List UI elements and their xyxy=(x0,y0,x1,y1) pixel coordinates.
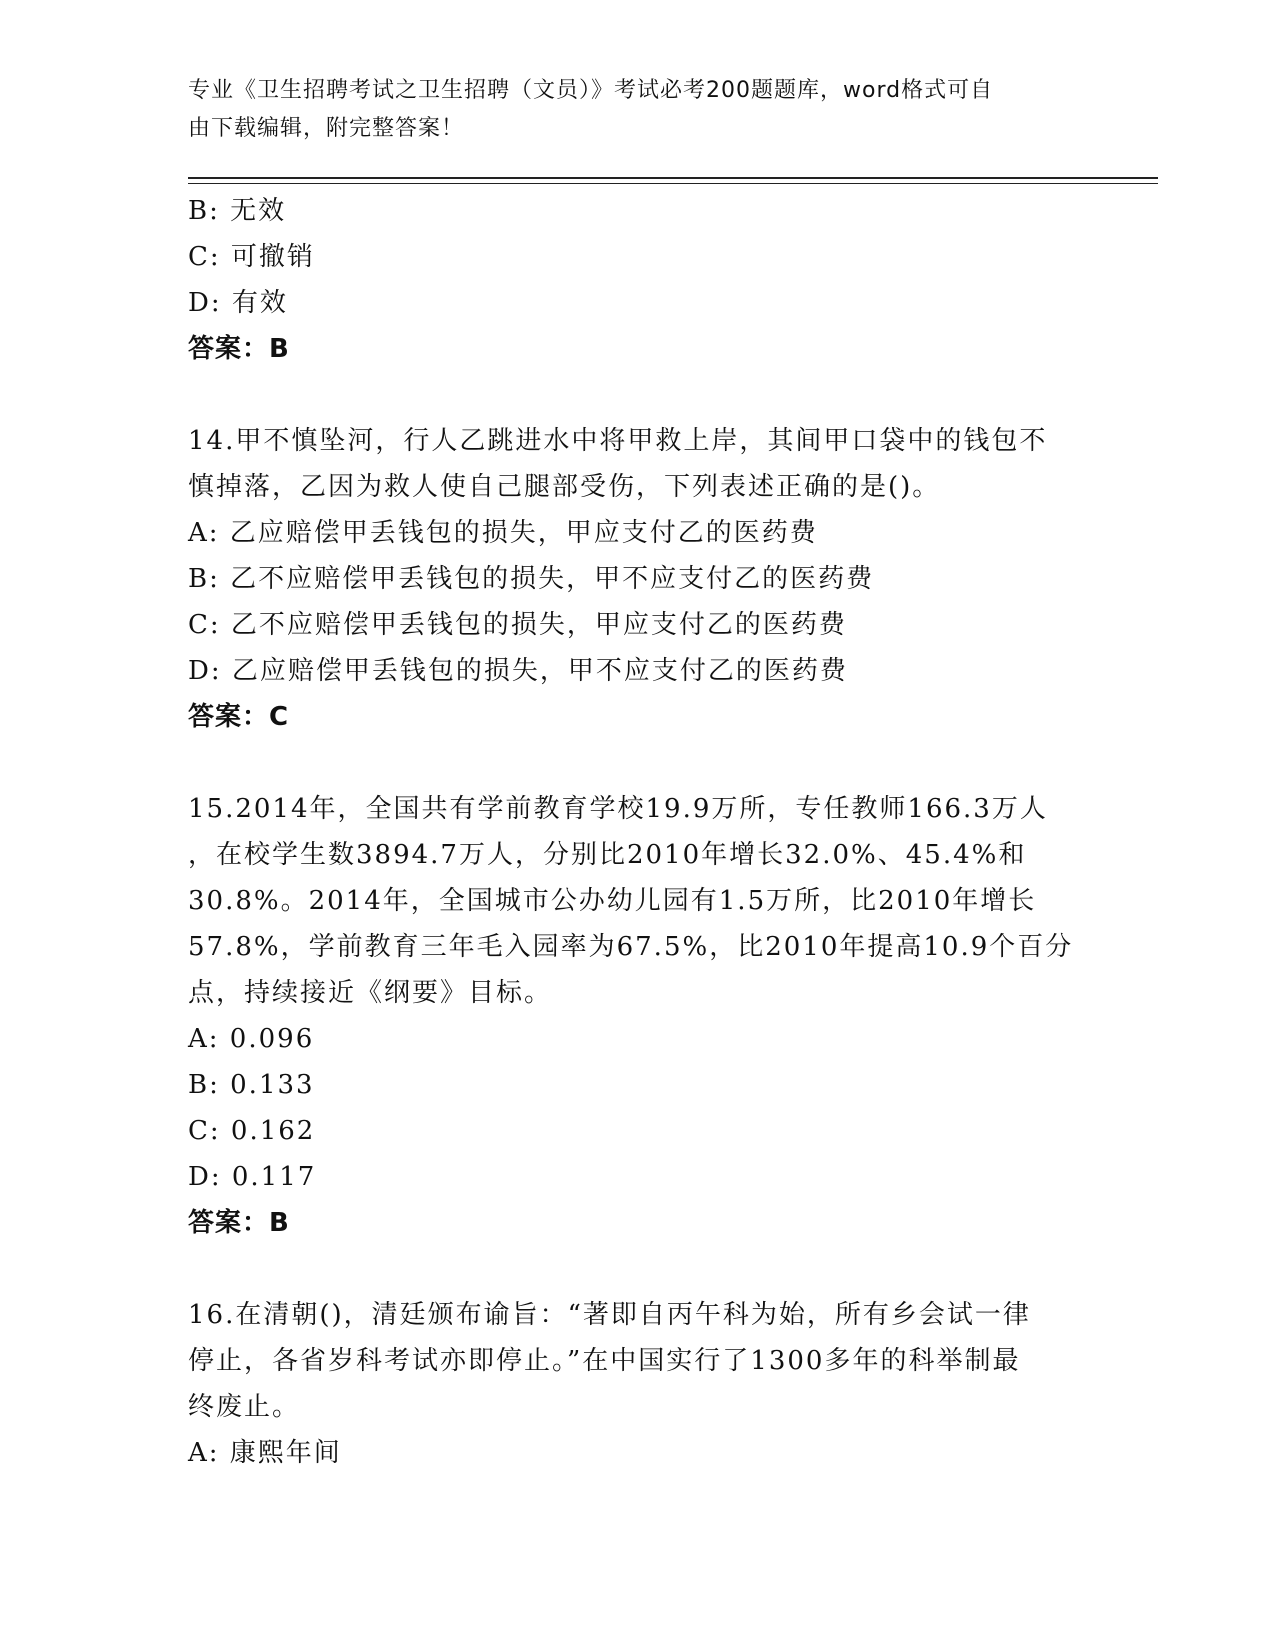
answer-line: 答案：B xyxy=(188,1208,290,1238)
option-a: A: 康熙年间 xyxy=(188,1438,342,1468)
option-b: B: 乙不应赔偿甲丢钱包的损失，甲不应支付乙的医药费 xyxy=(188,564,875,594)
question-stem-line: 30.8%。2014年，全国城市公办幼儿园有1.5万所，比2010年增长 xyxy=(188,886,1037,916)
option-a: A: 乙应赔偿甲丢钱包的损失，甲应支付乙的医药费 xyxy=(188,518,818,548)
option-b: B: 无效 xyxy=(188,196,287,226)
option-b: B: 0.133 xyxy=(188,1070,315,1100)
option-c: C: 可撤销 xyxy=(188,242,315,272)
answer-line: 答案：C xyxy=(188,702,290,732)
question-15 xyxy=(188,786,1088,1246)
option-c: C: 0.162 xyxy=(188,1116,316,1146)
header-divider-thin xyxy=(188,183,1158,184)
question-stem-line: 57.8%，学前教育三年毛入园率为67.5%，比2010年提高10.9个百分 xyxy=(188,932,1074,962)
question-stem-line: 慎掉落，乙因为救人使自己腿部受伤，下列表述正确的是()。 xyxy=(188,472,941,502)
spacer xyxy=(188,740,1088,786)
option-d: D: 有效 xyxy=(188,288,288,318)
option-d: D: 乙应赔偿甲丢钱包的损失，甲不应支付乙的医药费 xyxy=(188,656,848,686)
header-divider-thick xyxy=(188,177,1158,179)
question-stem-line: 停止，各省岁科考试亦即停止。”在中国实行了1300多年的科举制最 xyxy=(188,1346,1021,1376)
question-stem-line: 14.甲不慎坠河，行人乙跳进水中将甲救上岸，其间甲口袋中的钱包不 xyxy=(188,426,1048,456)
spacer xyxy=(188,1246,1088,1292)
question-16 xyxy=(188,1292,1088,1476)
spacer xyxy=(188,372,1088,418)
document-body xyxy=(188,188,1088,1476)
answer-line: 答案：B xyxy=(188,334,290,364)
header-line-2: 由下载编辑，附完整答案！ xyxy=(188,116,465,141)
document-header xyxy=(188,72,1088,148)
question-13-tail xyxy=(188,188,1088,372)
question-stem-line: 16.在清朝()，清廷颁布谕旨：“著即自丙午科为始，所有乡会试一律 xyxy=(188,1300,1031,1330)
question-stem-line: ，在校学生数3894.7万人，分别比2010年增长32.0%、45.4%和 xyxy=(188,840,1027,870)
question-stem-line: 15.2014年，全国共有学前教育学校19.9万所，专任教师166.3万人 xyxy=(188,794,1048,824)
header-line-1: 专业《卫生招聘考试之卫生招聘（文员）》考试必考200题题库，word格式可自 xyxy=(188,78,994,103)
option-c: C: 乙不应赔偿甲丢钱包的损失，甲应支付乙的医药费 xyxy=(188,610,847,640)
question-14 xyxy=(188,418,1088,740)
question-stem-line: 终废止。 xyxy=(188,1392,301,1422)
option-d: D: 0.117 xyxy=(188,1162,317,1192)
question-stem-line: 点，持续接近《纲要》目标。 xyxy=(188,978,553,1008)
option-a: A: 0.096 xyxy=(188,1024,315,1054)
